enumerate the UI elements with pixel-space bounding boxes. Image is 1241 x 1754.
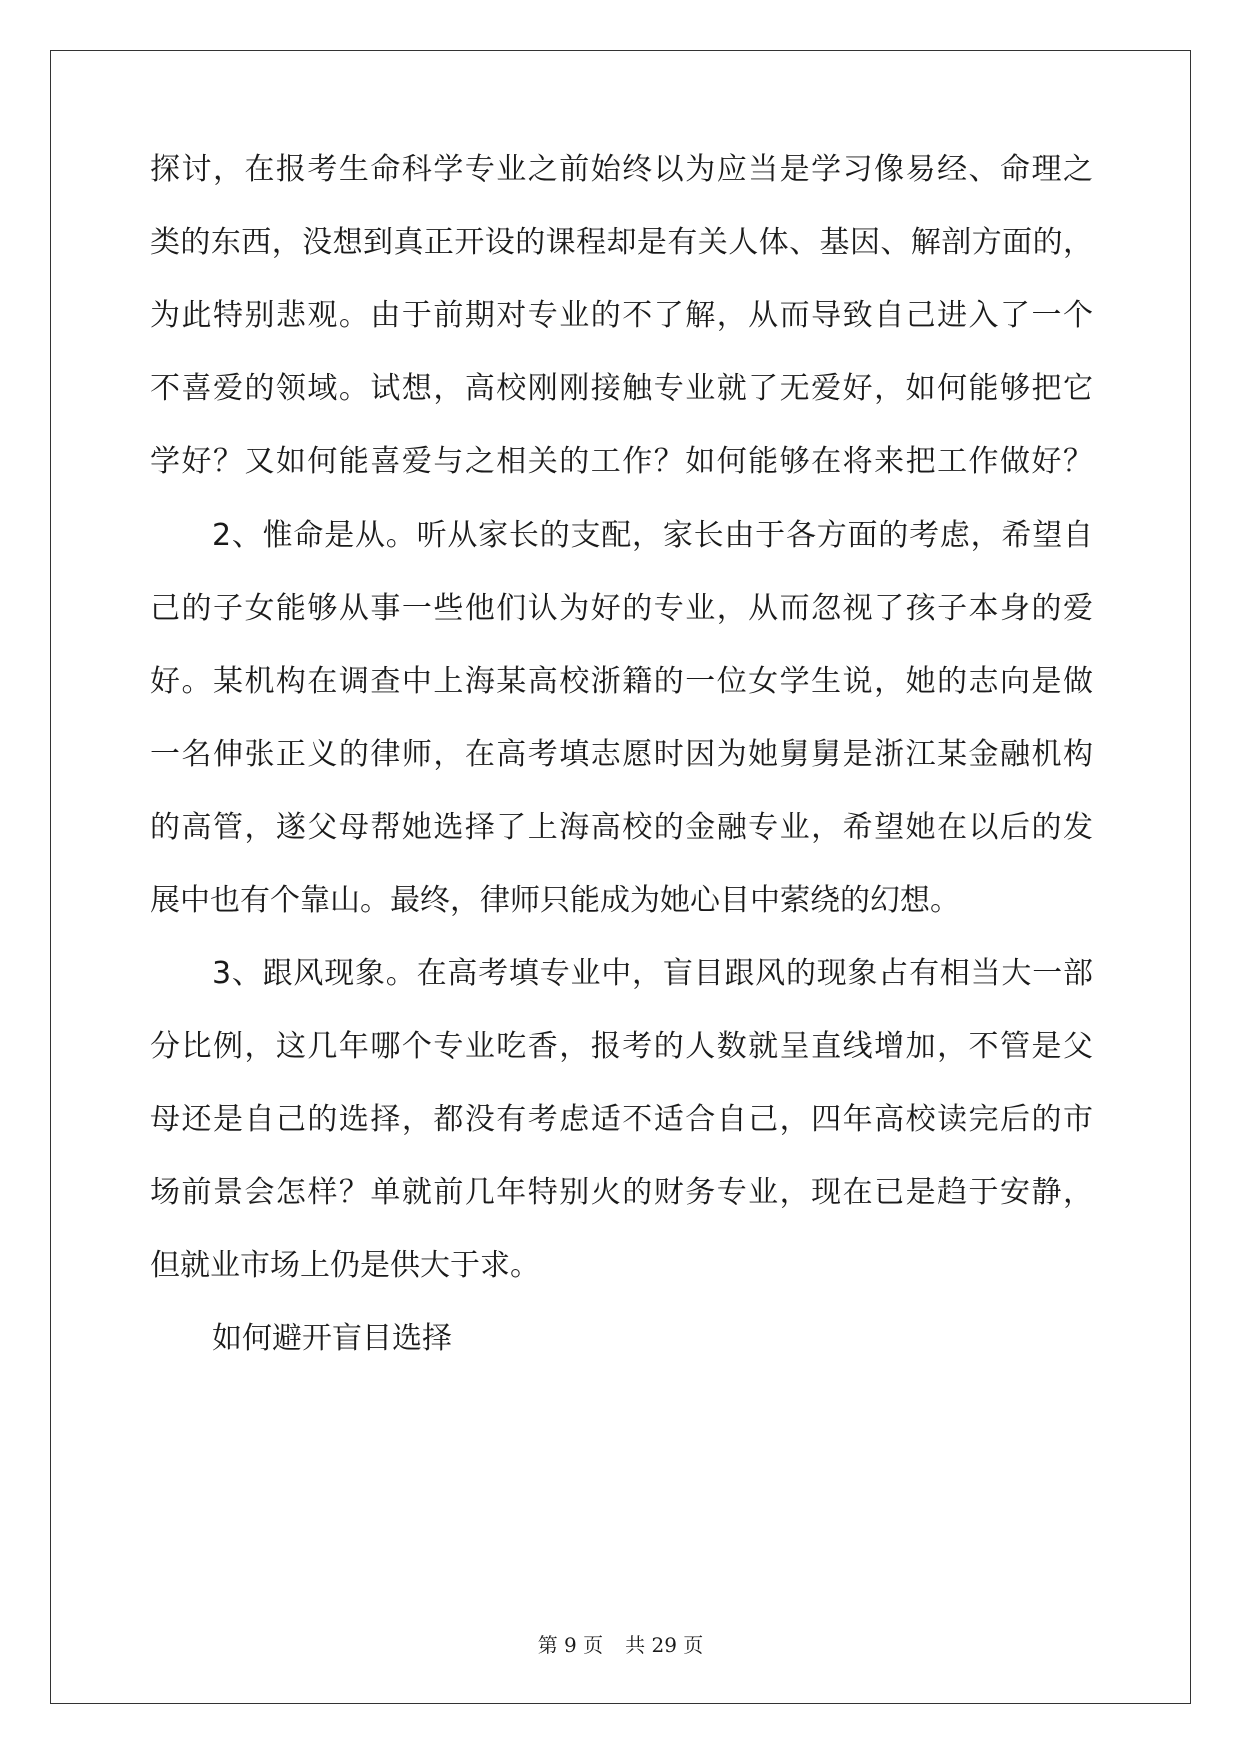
paragraph-line: 为此特别悲观。由于前期对专业的不了解，从而导致自己进入了一个 <box>150 298 1093 333</box>
paragraph-line: 类的东西，没想到真正开设的课程却是有关人体、基因、解剖方面的， <box>150 225 1093 260</box>
page-total: 共 29 页 <box>625 1633 704 1657</box>
paragraph-line: 不喜爱的领域。试想，高校刚刚接触专业就了无爱好，如何能够把它 <box>150 371 1093 406</box>
paragraph-line: 一名伸张正义的律师，在高考填志愿时因为她舅舅是浙江某金融机构 <box>150 737 1093 772</box>
paragraph-line: 学好？又如何能喜爱与之相关的工作？如何能够在将来把工作做好？ <box>150 444 1093 479</box>
section-heading: 如何避开盲目选择 <box>212 1321 452 1356</box>
paragraph-line: 2、惟命是从。听从家长的支配，家长由于各方面的考虑，希望自 <box>212 518 1093 553</box>
paragraph-line: 母还是自己的选择，都没有考虑适不适合自己，四年高校读完后的市 <box>150 1102 1093 1137</box>
page-number: 第 9 页 <box>537 1633 604 1657</box>
paragraph-line: 探讨，在报考生命科学专业之前始终以为应当是学习像易经、命理之 <box>150 152 1093 187</box>
paragraph-line: 展中也有个靠山。最终，律师只能成为她心目中萦绕的幻想。 <box>150 883 960 918</box>
page-footer <box>0 1630 1241 1660</box>
paragraph-line: 的高管，遂父母帮她选择了上海高校的金融专业，希望她在以后的发 <box>150 810 1093 845</box>
paragraph-line: 好。某机构在调查中上海某高校浙籍的一位女学生说，她的志向是做 <box>150 664 1093 699</box>
paragraph-line: 己的子女能够从事一些他们认为好的专业，从而忽视了孩子本身的爱 <box>150 591 1093 626</box>
paragraph-line: 场前景会怎样？单就前几年特别火的财务专业，现在已是趋于安静， <box>150 1175 1093 1210</box>
paragraph-line: 但就业市场上仍是供大于求。 <box>150 1248 540 1283</box>
paragraph-line: 分比例，这几年哪个专业吃香，报考的人数就呈直线增加，不管是父 <box>150 1029 1093 1064</box>
paragraph-line: 3、跟风现象。在高考填专业中，盲目跟风的现象占有相当大一部 <box>212 956 1093 991</box>
